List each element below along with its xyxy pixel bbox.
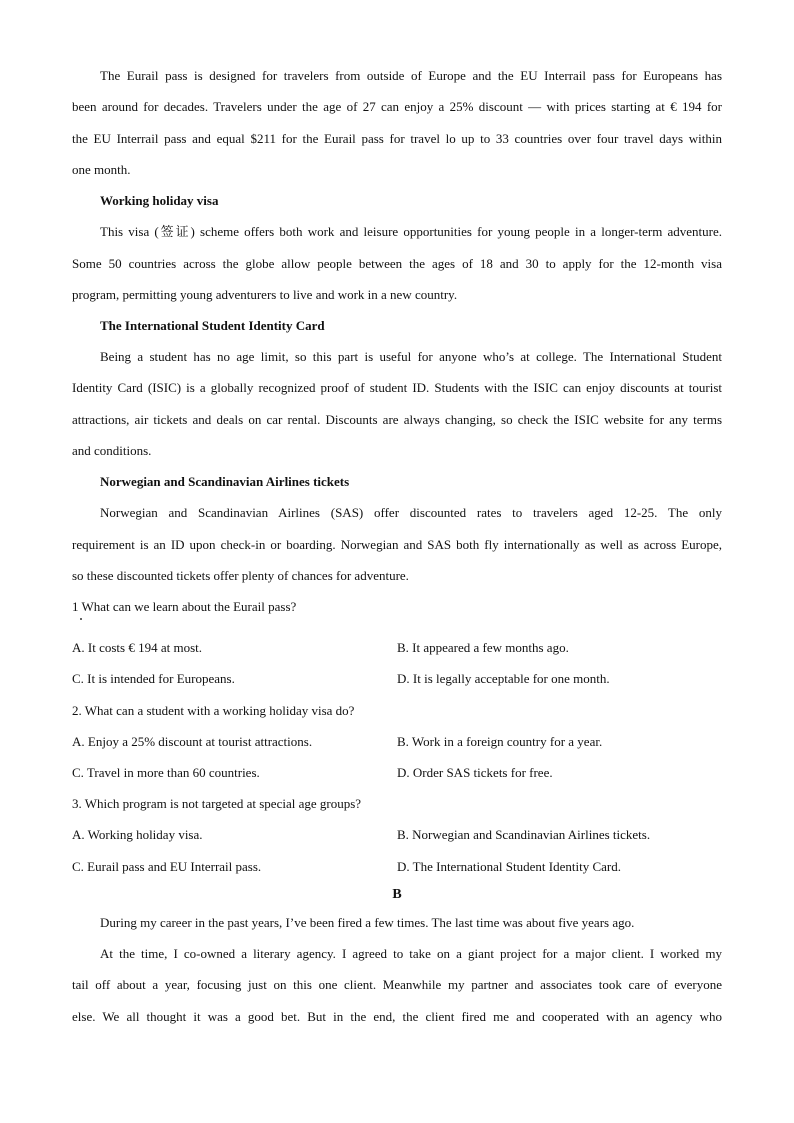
paragraph-line: This visa (签证) scheme offers both work and leisure opportunities for young people in a longer-term adventure.: [100, 224, 722, 239]
option-b: B. Work in a foreign country for a year.: [397, 734, 603, 749]
section-heading: Norwegian and Scandinavian Airlines tickets: [100, 474, 350, 489]
paragraph-line: else. We all thought it was a good bet. But in the end, the client fired me and cooperated with an agency who: [72, 1009, 722, 1024]
paragraph-line: Identity Card (ISIC) is a globally recognized proof of student ID. Students with the ISIC can enjoy discounts at tourist: [72, 380, 722, 395]
paragraph-line: During my career in the past years, I’ve been fired a few times. The last time was about five years ago.: [100, 915, 635, 930]
paragraph-line: and conditions.: [72, 443, 152, 458]
stray-mark: [80, 618, 82, 620]
option-a: A. Enjoy a 25% discount at tourist attractions.: [72, 734, 313, 749]
question-stem: 1 What can we learn about the Eurail pass?: [72, 599, 297, 614]
option-b: B. It appeared a few months ago.: [397, 640, 569, 655]
option-d: D. It is legally acceptable for one month.: [397, 671, 610, 686]
option-c: C. Travel in more than 60 countries.: [72, 765, 260, 780]
option-d: D. Order SAS tickets for free.: [397, 765, 553, 780]
paragraph-line: The Eurail pass is designed for travelers from outside of Europe and the EU Interrail pass for Europeans has: [100, 68, 722, 83]
paragraph-line: program, permitting young adventurers to live and work in a new country.: [72, 287, 458, 302]
paragraph-line: so these discounted tickets offer plenty of chances for adventure.: [72, 568, 409, 583]
option-c: C. It is intended for Europeans.: [72, 671, 235, 686]
paragraph-line: the EU Interrail pass and equal $211 for the Eurail pass for travel lo up to 33 countries over four travel days within: [72, 131, 722, 146]
option-b: B. Norwegian and Scandinavian Airlines tickets.: [397, 827, 651, 842]
section-heading: Working holiday visa: [100, 193, 219, 208]
paragraph-line: one month.: [72, 162, 131, 177]
option-c: C. Eurail pass and EU Interrail pass.: [72, 859, 262, 874]
paragraph-line: At the time, I co-owned a literary agency. I agreed to take on a giant project for a major client. I worked my: [100, 946, 722, 961]
question-stem: 2. What can a student with a working holiday visa do?: [72, 703, 355, 718]
paragraph-line: requirement is an ID upon check-in or boarding. Norwegian and SAS both fly internationally as well as across Europe,: [72, 537, 722, 552]
option-a: A. It costs € 194 at most.: [72, 640, 202, 655]
paragraph-line: been around for decades. Travelers under the age of 27 can enjoy a 25% discount — with prices starting at € 194 for: [72, 99, 722, 114]
paragraph-line: Some 50 countries across the globe allow people between the ages of 18 and 30 to apply for the 12-month visa: [72, 256, 722, 271]
paragraph-line: attractions, air tickets and deals on car rental. Discounts are always changing, so check the ISIC website for any terms: [72, 412, 722, 427]
section-label: B: [392, 887, 402, 902]
section-heading: The International Student Identity Card: [100, 318, 325, 333]
option-a: A. Working holiday visa.: [72, 827, 203, 842]
paragraph-line: Norwegian and Scandinavian Airlines (SAS) offer discounted rates to travelers aged 12-25. The only: [100, 505, 722, 520]
question-stem: 3. Which program is not targeted at special age groups?: [72, 796, 362, 811]
paragraph-line: tail off about a year, focusing just on this one client. Meanwhile my partner and associates took care of everyone: [72, 977, 722, 992]
paragraph-line: Being a student has no age limit, so this part is useful for anyone who’s at college. The International Student: [100, 349, 722, 364]
option-d: D. The International Student Identity Card.: [397, 859, 621, 874]
